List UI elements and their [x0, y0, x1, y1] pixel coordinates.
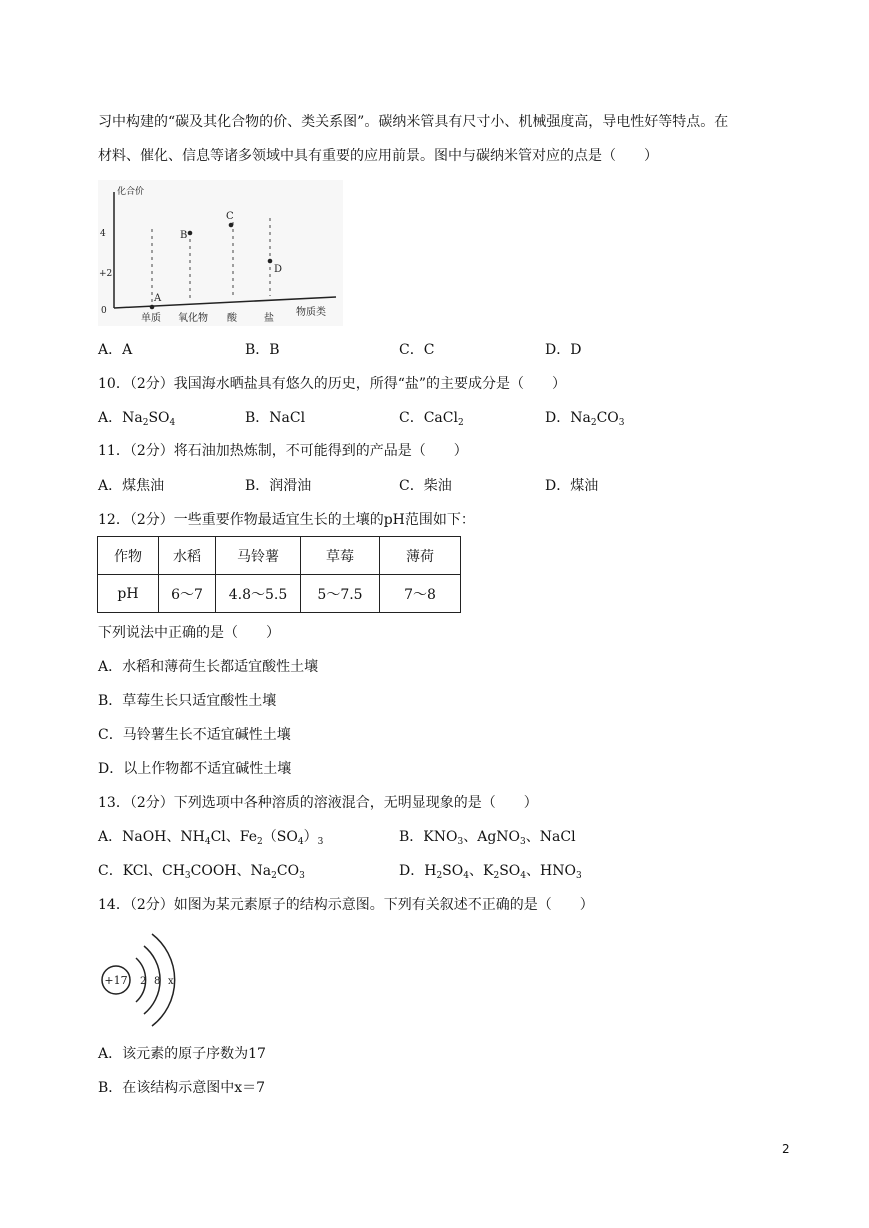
- x-label-0: 单质: [141, 313, 161, 324]
- table-cell: 6～7: [159, 575, 216, 613]
- q11-option-a: A．煤焦油: [98, 478, 165, 494]
- point-c-label: C: [226, 211, 234, 222]
- q14-option-a: A．该元素的原子序数为17: [98, 1046, 266, 1062]
- q13-option-a: A．NaOH、$NH_4Cl$、$Fe_2(SO_4)_3$: [98, 829, 324, 847]
- q11-option-d: D．煤油: [545, 478, 599, 494]
- point-a-label: A: [154, 293, 162, 304]
- page-number: 2: [782, 1142, 790, 1156]
- q9-option-a: A．A: [98, 342, 133, 358]
- shell-3-electrons: x: [168, 976, 174, 987]
- q10-option-a: A．$Na_2SO_4$: [98, 410, 176, 428]
- table-cell: 5～7.5: [301, 575, 380, 613]
- table-row: [98, 575, 461, 613]
- point-c: [229, 223, 234, 228]
- q9-option-c: C．C: [399, 342, 435, 358]
- q11-stem: 11．（2分）将石油加热炼制，不可能得到的产品是（ ）: [98, 443, 468, 459]
- q13-option-c: C．KCl、$CH_3COOH$、$Na_2CO_3$: [98, 863, 305, 881]
- q12-option-c: C．马铃薯生长不适宜碱性土壤: [98, 727, 291, 743]
- table-cell: 7～8: [380, 575, 461, 613]
- table-cell: 草莓: [301, 537, 380, 575]
- x-label-1: 氧化物: [178, 313, 208, 324]
- table-cell: 薄荷: [380, 537, 461, 575]
- shell-1-electrons: 2: [140, 976, 147, 987]
- intro-line-1: 习中构建的“碳及其化合物的价、类关系图”。碳纳米管具有尺寸小、机械强度高，导电性好等特点。在: [98, 114, 729, 130]
- point-d: [268, 259, 273, 264]
- q10-stem: 10．（2分）我国海水晒盐具有悠久的历史，所得“盐”的主要成分是（ ）: [98, 376, 567, 392]
- intro-line-2: 材料、催化、信息等诸多领域中具有重要的应用前景。图中与碳纳米管对应的点是（ ）: [98, 148, 658, 164]
- q13-option-b: B．$KNO_3$、AgNO$_3$、NaCl: [399, 829, 576, 847]
- q9-option-d: D．D: [545, 342, 582, 358]
- point-d-label: D: [274, 264, 283, 275]
- shell-2-electrons: 8: [154, 976, 161, 987]
- x-label-2: 酸: [227, 313, 237, 324]
- x-label-3: 盐: [264, 313, 274, 324]
- table-cell: 作物: [98, 537, 159, 575]
- q11-option-b: B．润滑油: [245, 478, 312, 494]
- y-tick-2: +2: [99, 269, 113, 279]
- q12-option-b: B．草莓生长只适宜酸性土壤: [98, 693, 277, 709]
- table-cell: 水稻: [159, 537, 216, 575]
- q12-question: 下列说法中正确的是（ ）: [98, 625, 280, 641]
- table-row: [98, 537, 461, 575]
- q12-option-a: A．水稻和薄荷生长都适宜酸性土壤: [98, 659, 319, 675]
- atom-structure-diagram: [98, 928, 188, 1028]
- q14-option-b: B．在该结构示意图中x＝7: [98, 1080, 266, 1096]
- point-b: [188, 231, 193, 236]
- q12-stem: 12．（2分）一些重要作物最适宜生长的土壤的pH范围如下：: [98, 512, 475, 528]
- table-cell: 马铃薯: [216, 537, 301, 575]
- valence-class-figure: [98, 180, 343, 326]
- point-a: [150, 305, 155, 310]
- x-label-4: 物质类: [296, 307, 326, 318]
- y-tick-4: 4: [100, 229, 106, 239]
- q12-option-d: D．以上作物都不适宜碱性土壤: [98, 761, 292, 777]
- q10-option-c: C．CaCl$_2$: [399, 410, 464, 428]
- nucleus-charge: +17: [104, 974, 128, 987]
- q11-option-c: C．柴油: [399, 478, 452, 494]
- ph-table: [97, 536, 461, 613]
- q10-option-b: B．NaCl: [245, 410, 306, 426]
- y-axis-label: 化合价: [117, 187, 145, 197]
- point-b-label: B: [180, 230, 188, 241]
- y-tick-0: 0: [101, 306, 107, 316]
- q10-option-d: D．$Na_2CO_3$: [545, 410, 625, 428]
- q9-option-b: B．B: [245, 342, 280, 358]
- q13-stem: 13．（2分）下列选项中各种溶质的溶液混合，无明显现象的是（ ）: [98, 795, 538, 811]
- table-cell: pH: [98, 575, 159, 613]
- q14-stem: 14．（2分）如图为某元素原子的结构示意图。下列有关叙述不正确的是（ ）: [98, 897, 594, 913]
- table-cell: 4.8～5.5: [216, 575, 301, 613]
- q13-option-d: D．$H_2SO_4$、$K_2SO_4$、$HNO_3$: [399, 863, 582, 881]
